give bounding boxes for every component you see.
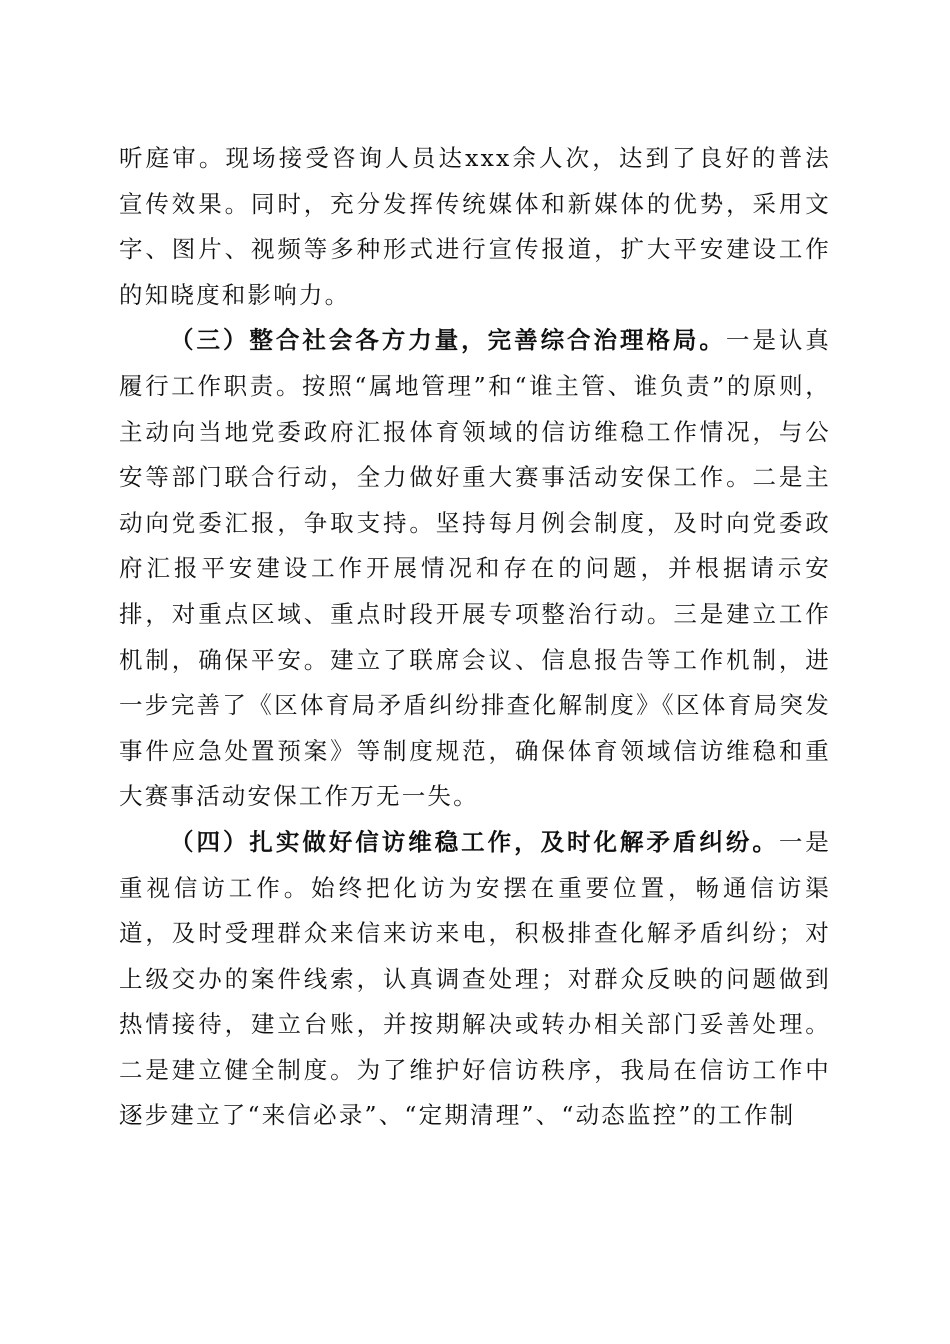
section-heading: （四）扎实做好信访维稳工作，及时化解矛盾纠纷。 <box>170 827 779 856</box>
paragraph-section-4 <box>119 820 831 1139</box>
paragraph-body: 一是认真履行工作职责。按照“属地管理”和“谁主管、谁负责”的原则，主动向当地党委政府汇报体育领域的信访维稳工作情况，与公安等部门联合行动，全力做好重大赛事活动安保工作。二是主动向党委汇报，争取支持。坚持每月例会制度，及时向党委政府汇报平安建设工作开展情况和存在的问题，并根据请示安排，对重点区域、重点时段开展专项整治行动。三是建立工作机制，确保平安。建立了联席会议、信息报告等工作机制，进一步完善了《区体育局矛盾纠纷排查化解制度》《区体育局突发事件应急处置预案》等制度规范，确保体育领域信访维稳和重大赛事活动安保工作万无一失。 <box>119 326 831 811</box>
document-body <box>119 136 831 1139</box>
paragraph-body: 一是重视信访工作。始终把化访为安摆在重要位置，畅通信访渠道，及时受理群众来信来访来电，积极排查化解矛盾纠纷；对上级交办的案件线索，认真调查处理；对群众反映的问题做到热情接待，建立台账，并按期解决或转办相关部门妥善处理。二是建立健全制度。为了维护好信访秩序，我局在信访工作中逐步建立了“来信必录”、“定期清理”、“动态监控”的工作制 <box>119 827 831 1130</box>
paragraph-section-3 <box>119 318 831 820</box>
section-heading: （三）整合社会各方力量，完善综合治理格局。 <box>170 326 726 355</box>
paragraph-body: 听庭审。现场接受咨询人员达xxx余人次，达到了良好的普法宣传效果。同时，充分发挥传统媒体和新媒体的优势，采用文字、图片、视频等多种形式进行宣传报道，扩大平安建设工作的知晓度和影响力。 <box>119 144 831 309</box>
paragraph-continuation <box>119 136 831 318</box>
